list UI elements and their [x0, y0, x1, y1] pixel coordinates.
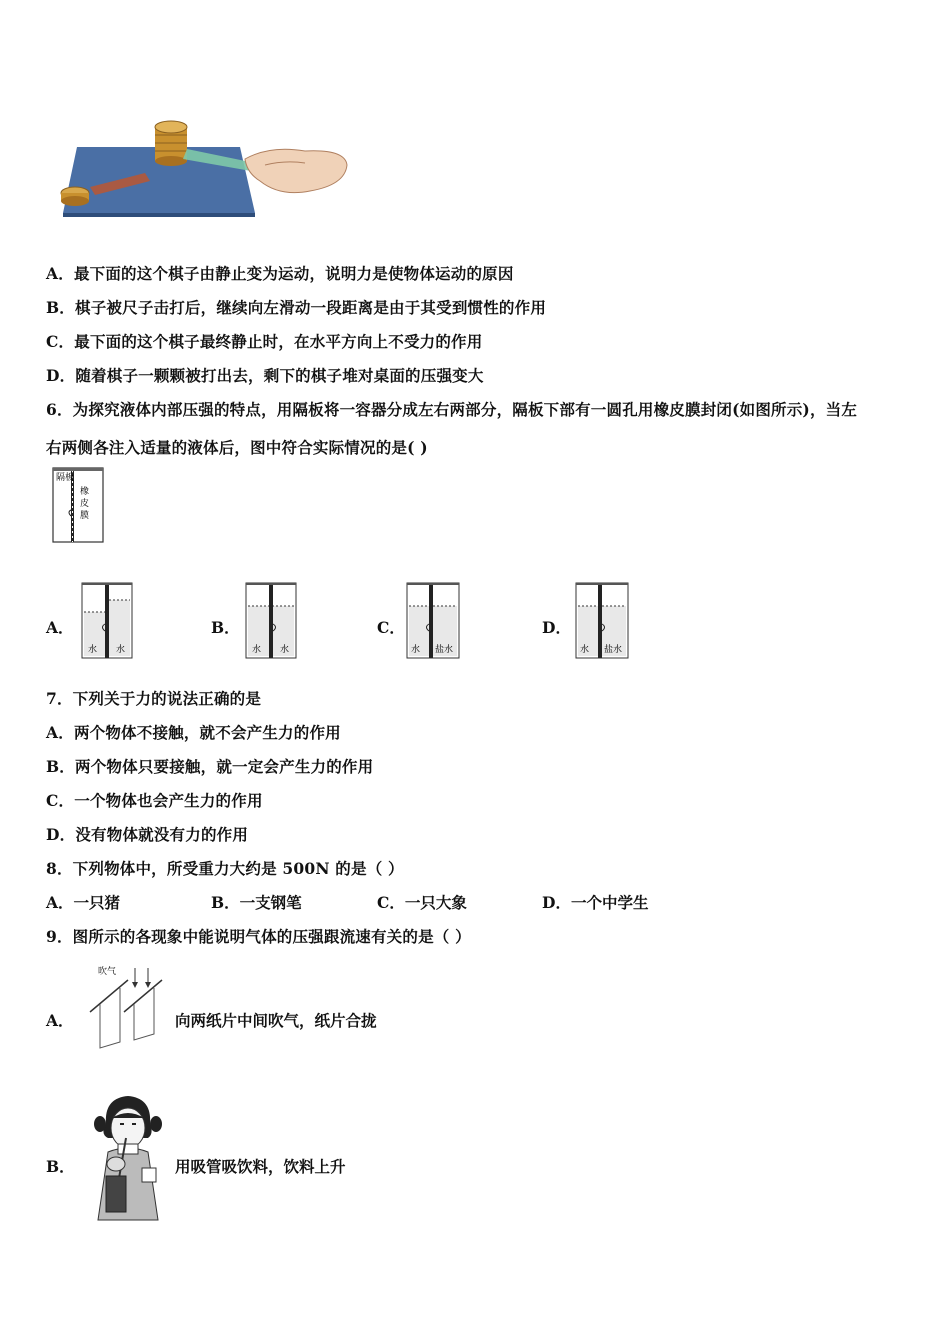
q8-option-a: A．一只猪	[46, 893, 121, 912]
q6-option-a-beaker	[80, 580, 136, 660]
q9-option-b-text: 用吸管吸饮料，饮料上升	[175, 1157, 346, 1176]
checker-stack	[155, 121, 187, 166]
hand-icon	[245, 149, 347, 192]
q8-option-b: B．一支钢笔	[211, 893, 302, 912]
q8-stem: 8．下列物体中，所受重力大约是 500N 的是（ ）	[46, 859, 404, 878]
q9-stem: 9．图所示的各现象中能说明气体的压强跟流速有关的是（ ）	[46, 927, 471, 946]
q6-b-left-liquid: 水	[252, 645, 262, 655]
membrane-label-2: 皮	[80, 499, 90, 509]
q6-option-b-letter: B．	[211, 618, 240, 637]
q5-option-a: A．最下面的这个棋子由静止变为运动，说明力是使物体运动的原因	[46, 264, 514, 283]
q7-option-b: B．两个物体只要接触，就一定会产生力的作用	[46, 757, 374, 776]
q9-option-b-letter: B．	[46, 1157, 75, 1176]
q6-a-right-liquid: 水	[116, 645, 126, 655]
q6-option-c-letter: C．	[377, 618, 405, 637]
q6-option-d-letter: D．	[542, 618, 571, 637]
paper-blow-figure	[90, 962, 170, 1054]
q6-c-left-liquid: 水	[411, 645, 421, 655]
q7-option-d: D．没有物体就没有力的作用	[46, 825, 249, 844]
q6-option-d-beaker	[574, 580, 632, 660]
q6-option-c-beaker	[405, 580, 463, 660]
q8-option-d: D．一个中学生	[542, 893, 649, 912]
q6-c-right-liquid: 盐水	[435, 645, 454, 655]
blow-label: 吹气	[98, 967, 117, 977]
q5-option-d: D．随着棋子一颗颗被打出去，剩下的棋子堆对桌面的压强变大	[46, 366, 484, 385]
q6-a-left-liquid: 水	[88, 645, 98, 655]
q6-stem-line1: 6．为探究液体内部压强的特点，用隔板将一容器分成左右两部分，隔板下部有一圆孔用橡皮膜封闭(如图所示)，当左	[46, 400, 858, 419]
q6-d-right-liquid: 盐水	[604, 645, 623, 655]
q6-option-a-letter: A．	[46, 618, 74, 637]
q8-option-c: C．一只大象	[377, 893, 467, 912]
membrane-label-3: 膜	[80, 511, 90, 521]
q6-option-b-beaker	[244, 580, 300, 660]
girl-drinking-straw-figure	[88, 1094, 168, 1222]
q6-stem-line2: 右两侧各注入适量的液体后，图中符合实际情况的是( )	[46, 438, 428, 457]
membrane-label-1: 橡	[80, 487, 90, 497]
q9-option-a-letter: A．	[46, 1011, 74, 1030]
partition-container-diagram	[52, 466, 104, 544]
partition-label: 隔板	[56, 473, 75, 483]
q5-option-b: B．棋子被尺子击打后，继续向左滑动一段距离是由于其受到惯性的作用	[46, 298, 547, 317]
q7-option-a: A．两个物体不接触，就不会产生力的作用	[46, 723, 341, 742]
q7-option-c: C．一个物体也会产生力的作用	[46, 791, 263, 810]
checkers-figure	[55, 115, 355, 220]
q5-option-c: C．最下面的这个棋子最终静止时，在水平方向上不受力的作用	[46, 332, 483, 351]
q7-stem: 7．下列关于力的说法正确的是	[46, 689, 262, 708]
q6-b-right-liquid: 水	[280, 645, 290, 655]
q6-d-left-liquid: 水	[580, 645, 590, 655]
q9-option-a-text: 向两纸片中间吹气，纸片合拢	[175, 1011, 377, 1030]
